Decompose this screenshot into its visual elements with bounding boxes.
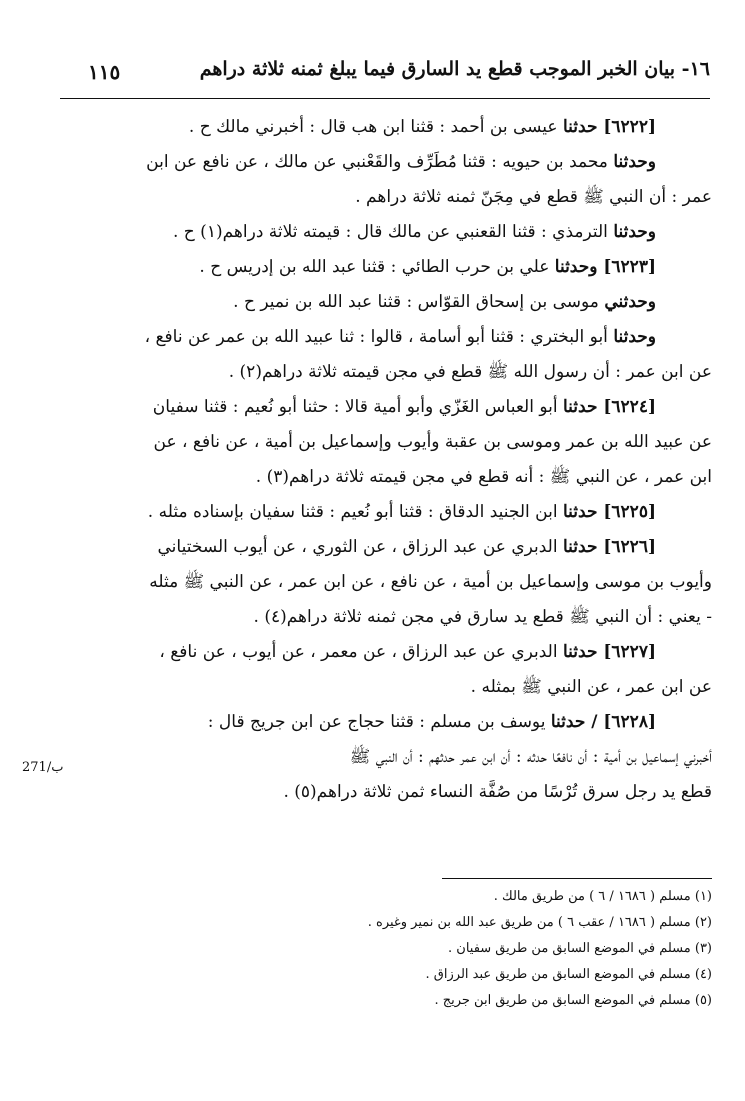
hadith-paragraph [40, 285, 712, 320]
text-line [40, 775, 712, 810]
text-line [40, 180, 712, 215]
narration-text: محمد بن حيويه : قثنا مُطَرِّف والقَعْنبي عن مالك ، عن نافع عن ابن [146, 152, 614, 172]
narration-lead: [٦٢٢٣] وحدثنا [554, 257, 656, 277]
hadith-paragraph [40, 250, 712, 285]
narration-text: يوسف بن مسلم : قثنا حجاج عن ابن جريج قال : [207, 712, 551, 732]
footnote-item: (٤) مسلم في الموضع السابق من طريق عبد الرزاق . [425, 967, 712, 982]
narration-lead: [٦٢٢٤] حدثنا [562, 397, 656, 417]
page-header [88, 58, 710, 92]
narration-text: عن ابن عمر ، عن النبي ﷺ بمثله . [470, 677, 712, 697]
text-line [40, 460, 712, 495]
hadith-paragraph [40, 530, 712, 635]
text-line [40, 530, 712, 565]
chapter-title: ١٦- بيان الخبر الموجب قطع يد السارق فيما يبلغ ثمنه ثلاثة دراهم [199, 58, 710, 80]
footnote-item: (٢) مسلم ( ١٦٨٦ / عقب ٦ ) من طريق عبد الله بن نمير وغيره . [367, 915, 712, 930]
narration-text: الدبري عن عبد الرزاق ، عن معمر ، عن أيوب ، عن نافع ، [159, 642, 563, 662]
footnote-separator [442, 878, 712, 879]
narration-text: الترمذي : قثنا القعنبي عن مالك قال : قيمته ثلاثة دراهم(١) ح . [173, 222, 614, 242]
narration-lead: [٦٢٢٦] حدثنا [562, 537, 656, 557]
narration-lead: [٦٢٢٢] حدثنا [562, 117, 656, 137]
narration-text: عيسى بن أحمد : قثنا ابن هب قال : أخبرني مالك ح . [188, 117, 563, 137]
hadith-paragraph [40, 495, 712, 530]
text-line [40, 250, 712, 285]
footnote-item: (٣) مسلم في الموضع السابق من طريق سفيان . [448, 941, 712, 956]
narration-text: أخبرني إسماعيل بن أمية : أن نافعًا حدثه : أن ابن عمر حدثهم : أن النبي ﷺ [349, 747, 712, 767]
narration-text: عمر : أن النبي ﷺ قطع في مِجَنّ ثمنه ثلاثة دراهم . [355, 187, 712, 207]
hadith-paragraph [40, 390, 712, 495]
narration-lead: وحدثنا [613, 222, 656, 242]
text-line [40, 705, 712, 740]
narration-lead: وحدثنا [613, 327, 656, 347]
footnotes [60, 884, 712, 1014]
text-line [40, 495, 712, 530]
text-line [40, 145, 712, 180]
narration-text: عن ابن عمر : أن رسول الله ﷺ قطع في مجن قيمته ثلاثة دراهم(٢) . [228, 362, 712, 382]
narration-text: أبو البختري : قثنا أبو أسامة ، قالوا : ثنا عبيد الله بن عمر عن نافع ، [144, 327, 614, 347]
text-line [40, 390, 712, 425]
text-line [40, 425, 712, 460]
narration-text: - يعني : أن النبي ﷺ قطع يد سارق في مجن ثمنه ثلاثة دراهم(٤) . [253, 607, 712, 627]
footnote-item: (٥) مسلم في الموضع السابق من طريق ابن جريج . [434, 993, 712, 1008]
narration-text: ابن الجنيد الدقاق : قثنا أبو نُعيم : قثنا سفيان بإسناده مثله . [147, 502, 563, 522]
text-line [40, 215, 712, 250]
narration-lead: [٦٢٢٨] / حدثنا [550, 712, 656, 732]
narration-text: موسى بن إسحاق القوّاس : قثنا عبد الله بن نمير ح . [233, 292, 605, 312]
narration-text: وأيوب بن موسى وإسماعيل بن أمية ، عن نافع ، عن ابن عمر ، عن النبي ﷺ مثله [149, 572, 712, 592]
page-number: ١١٥ [88, 60, 121, 84]
text-line [40, 285, 712, 320]
narration-text: ابن عمر ، عن النبي ﷺ : أنه قطع في مجن قيمته ثلاثة دراهم(٣) . [255, 467, 712, 487]
text-line [40, 320, 712, 355]
text-line [40, 110, 712, 145]
text-line [40, 565, 712, 600]
hadith-paragraph [40, 110, 712, 145]
text-line [40, 740, 712, 775]
header-rule [60, 98, 710, 99]
narration-text: عن عبيد الله بن عمر وموسى بن عقبة وأيوب وإسماعيل بن أمية ، عن نافع ، عن [153, 432, 712, 452]
narration-text: أبو العباس الغَزّي وأبو أمية قالا : حثنا أبو نُعيم : قثنا سفيان [152, 397, 563, 417]
narration-lead: وحدثنا [613, 152, 656, 172]
narration-lead: [٦٢٢٧] حدثنا [562, 642, 656, 662]
hadith-paragraph [40, 705, 712, 810]
text-line [40, 670, 712, 705]
hadith-paragraph [40, 145, 712, 215]
narration-lead: وحدثني [604, 292, 656, 312]
manuscript-folio-note: 271/ب [22, 760, 64, 775]
narration-text: علي بن حرب الطائي : قثنا عبد الله بن إدريس ح . [199, 257, 555, 277]
text-line [40, 355, 712, 390]
hadith-paragraph [40, 635, 712, 705]
text-line [40, 635, 712, 670]
narration-text: الدبري عن عبد الرزاق ، عن الثوري ، عن أيوب السختياني [157, 537, 563, 557]
hadith-paragraph [40, 320, 712, 390]
narration-lead: [٦٢٢٥] حدثنا [562, 502, 656, 522]
footnote-item: (١) مسلم ( ١٦٨٦ / ٦ ) من طريق مالك . [493, 889, 712, 904]
hadith-text-body [40, 110, 712, 810]
text-line [40, 600, 712, 635]
narration-text: قطع يد رجل سرق تُرْسًا من صُفَّة النساء ثمن ثلاثة دراهم(٥) . [283, 782, 712, 802]
hadith-paragraph [40, 215, 712, 250]
